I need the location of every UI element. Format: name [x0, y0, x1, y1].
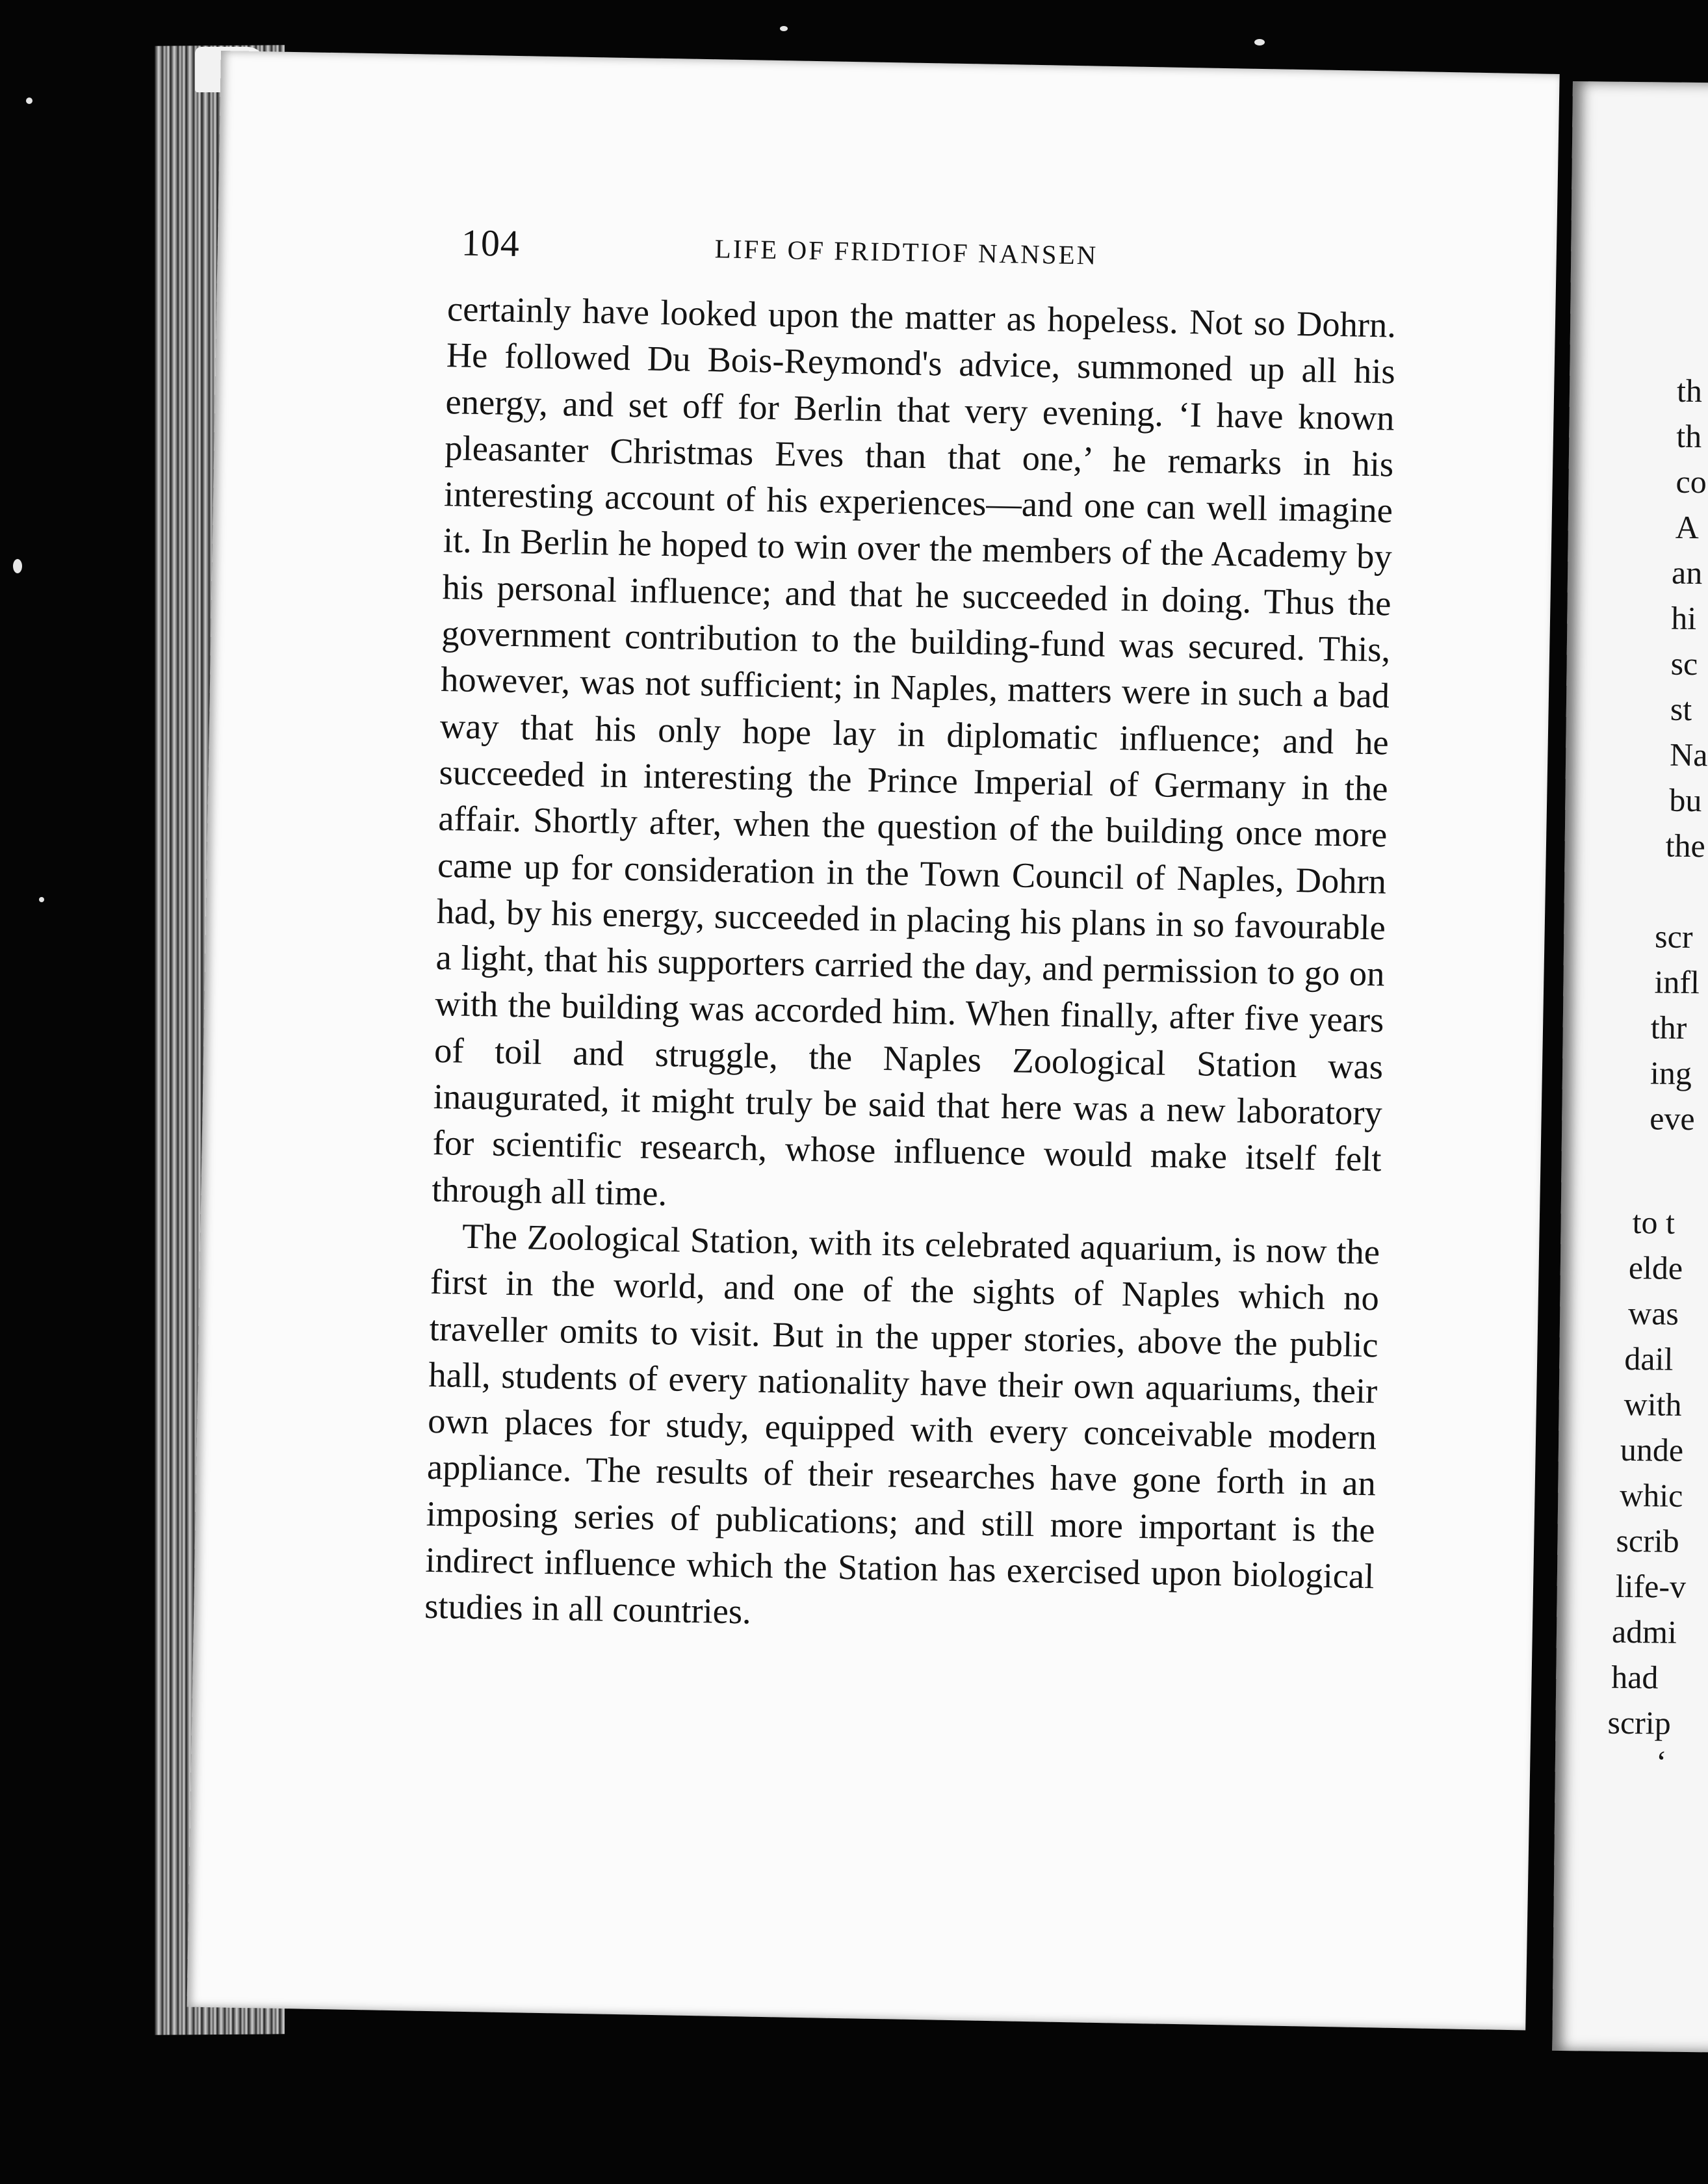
facing-line: elde	[1628, 1249, 1683, 1286]
running-head	[448, 220, 1397, 295]
paragraph-1: certainly have looked upon the matter as hopeless. Not so Dohrn. He followed Du Bois-Reymond's advice, summoned up all his energy, and set off for Berlin that very evening. ‘I have known pleasanter Christmas Eves than that one,’ he remarks in his interesting account of his experiences—and one can well imagine it. In Berlin he hoped to win over the members of the Academy by his personal influence; and that he succeeded in doing. Thus the government contribution to the building-fund was secured. This, however, was not sufficient; in Naples, matters were in such a bad way that his only hope lay in diplomatic influence; and he succeeded in interesting the Prince Imperial of Germany in the affair. Shortly after, when the question of the building once more came up for consideration in the Town Council of Naples, Dohrn had, by his energy, succeeded in placing his plans in so favourable a light, that his supporters carried the day, and permission to go on with the building was accorded him. When finally, after five years of toil and struggle, the Naples Zoological Station was inaugurated, it might truly be said that here was a new laboratory for scientific research, whose influence would make itself felt through all time.	[431, 289, 1397, 1213]
scan-speck	[39, 897, 44, 902]
facing-line: the	[1665, 827, 1706, 864]
scan-speck	[13, 559, 22, 573]
facing-line: scrib	[1616, 1522, 1679, 1559]
body-text	[424, 285, 1397, 1646]
facing-line: with	[1624, 1385, 1682, 1423]
facing-line: Na	[1669, 736, 1708, 774]
facing-line: bu	[1669, 781, 1702, 819]
page-content	[424, 220, 1398, 1646]
page-number: 104	[461, 221, 521, 265]
running-title: LIFE OF FRIDTIOF NANSEN	[714, 233, 1098, 270]
scan-speck	[26, 98, 32, 104]
facing-line: thr	[1650, 1009, 1687, 1046]
facing-line: hi	[1671, 599, 1697, 637]
facing-line: scrip	[1607, 1704, 1672, 1741]
facing-page-text	[1570, 370, 1708, 1780]
scan-speck	[780, 26, 788, 31]
facing-line: whic	[1619, 1476, 1683, 1514]
facing-line: scr	[1654, 918, 1693, 956]
facing-line: admi	[1611, 1613, 1677, 1650]
facing-line: st	[1670, 690, 1692, 727]
facing-line: co	[1676, 463, 1707, 500]
facing-line: th	[1676, 372, 1703, 410]
left-page	[187, 51, 1559, 2030]
paragraph-2: The Zoological Station, with its celebrated aquarium, is now the first in the world, and one of the sights of Naples which no traveller omits to visit. But in the upper stories, above the public hall, students of every nationality have their own aquariums, their own places for study, equipped with every conceivable modern appliance. The results of their researches have gone forth in an imposing series of publications; and still more important is the indirect influence which the Station has exercised upon biological studies in all countries.	[424, 1216, 1380, 1632]
facing-line: sc	[1670, 645, 1698, 682]
facing-line: dail	[1624, 1340, 1674, 1377]
facing-line: unde	[1620, 1431, 1684, 1468]
facing-line: had	[1611, 1658, 1659, 1696]
facing-page	[1552, 81, 1708, 2053]
facing-line: infl	[1654, 963, 1700, 1001]
scan-speck	[1254, 39, 1265, 46]
facing-line: eve	[1650, 1100, 1695, 1138]
facing-line: th	[1676, 417, 1702, 455]
facing-line: ‘	[1655, 1743, 1667, 1780]
facing-line: an	[1671, 554, 1703, 592]
facing-line: ing	[1650, 1054, 1692, 1091]
facing-line: A	[1675, 508, 1700, 546]
facing-line: was	[1627, 1294, 1679, 1332]
facing-line: to t	[1632, 1204, 1676, 1241]
facing-line: life-v	[1615, 1567, 1687, 1605]
